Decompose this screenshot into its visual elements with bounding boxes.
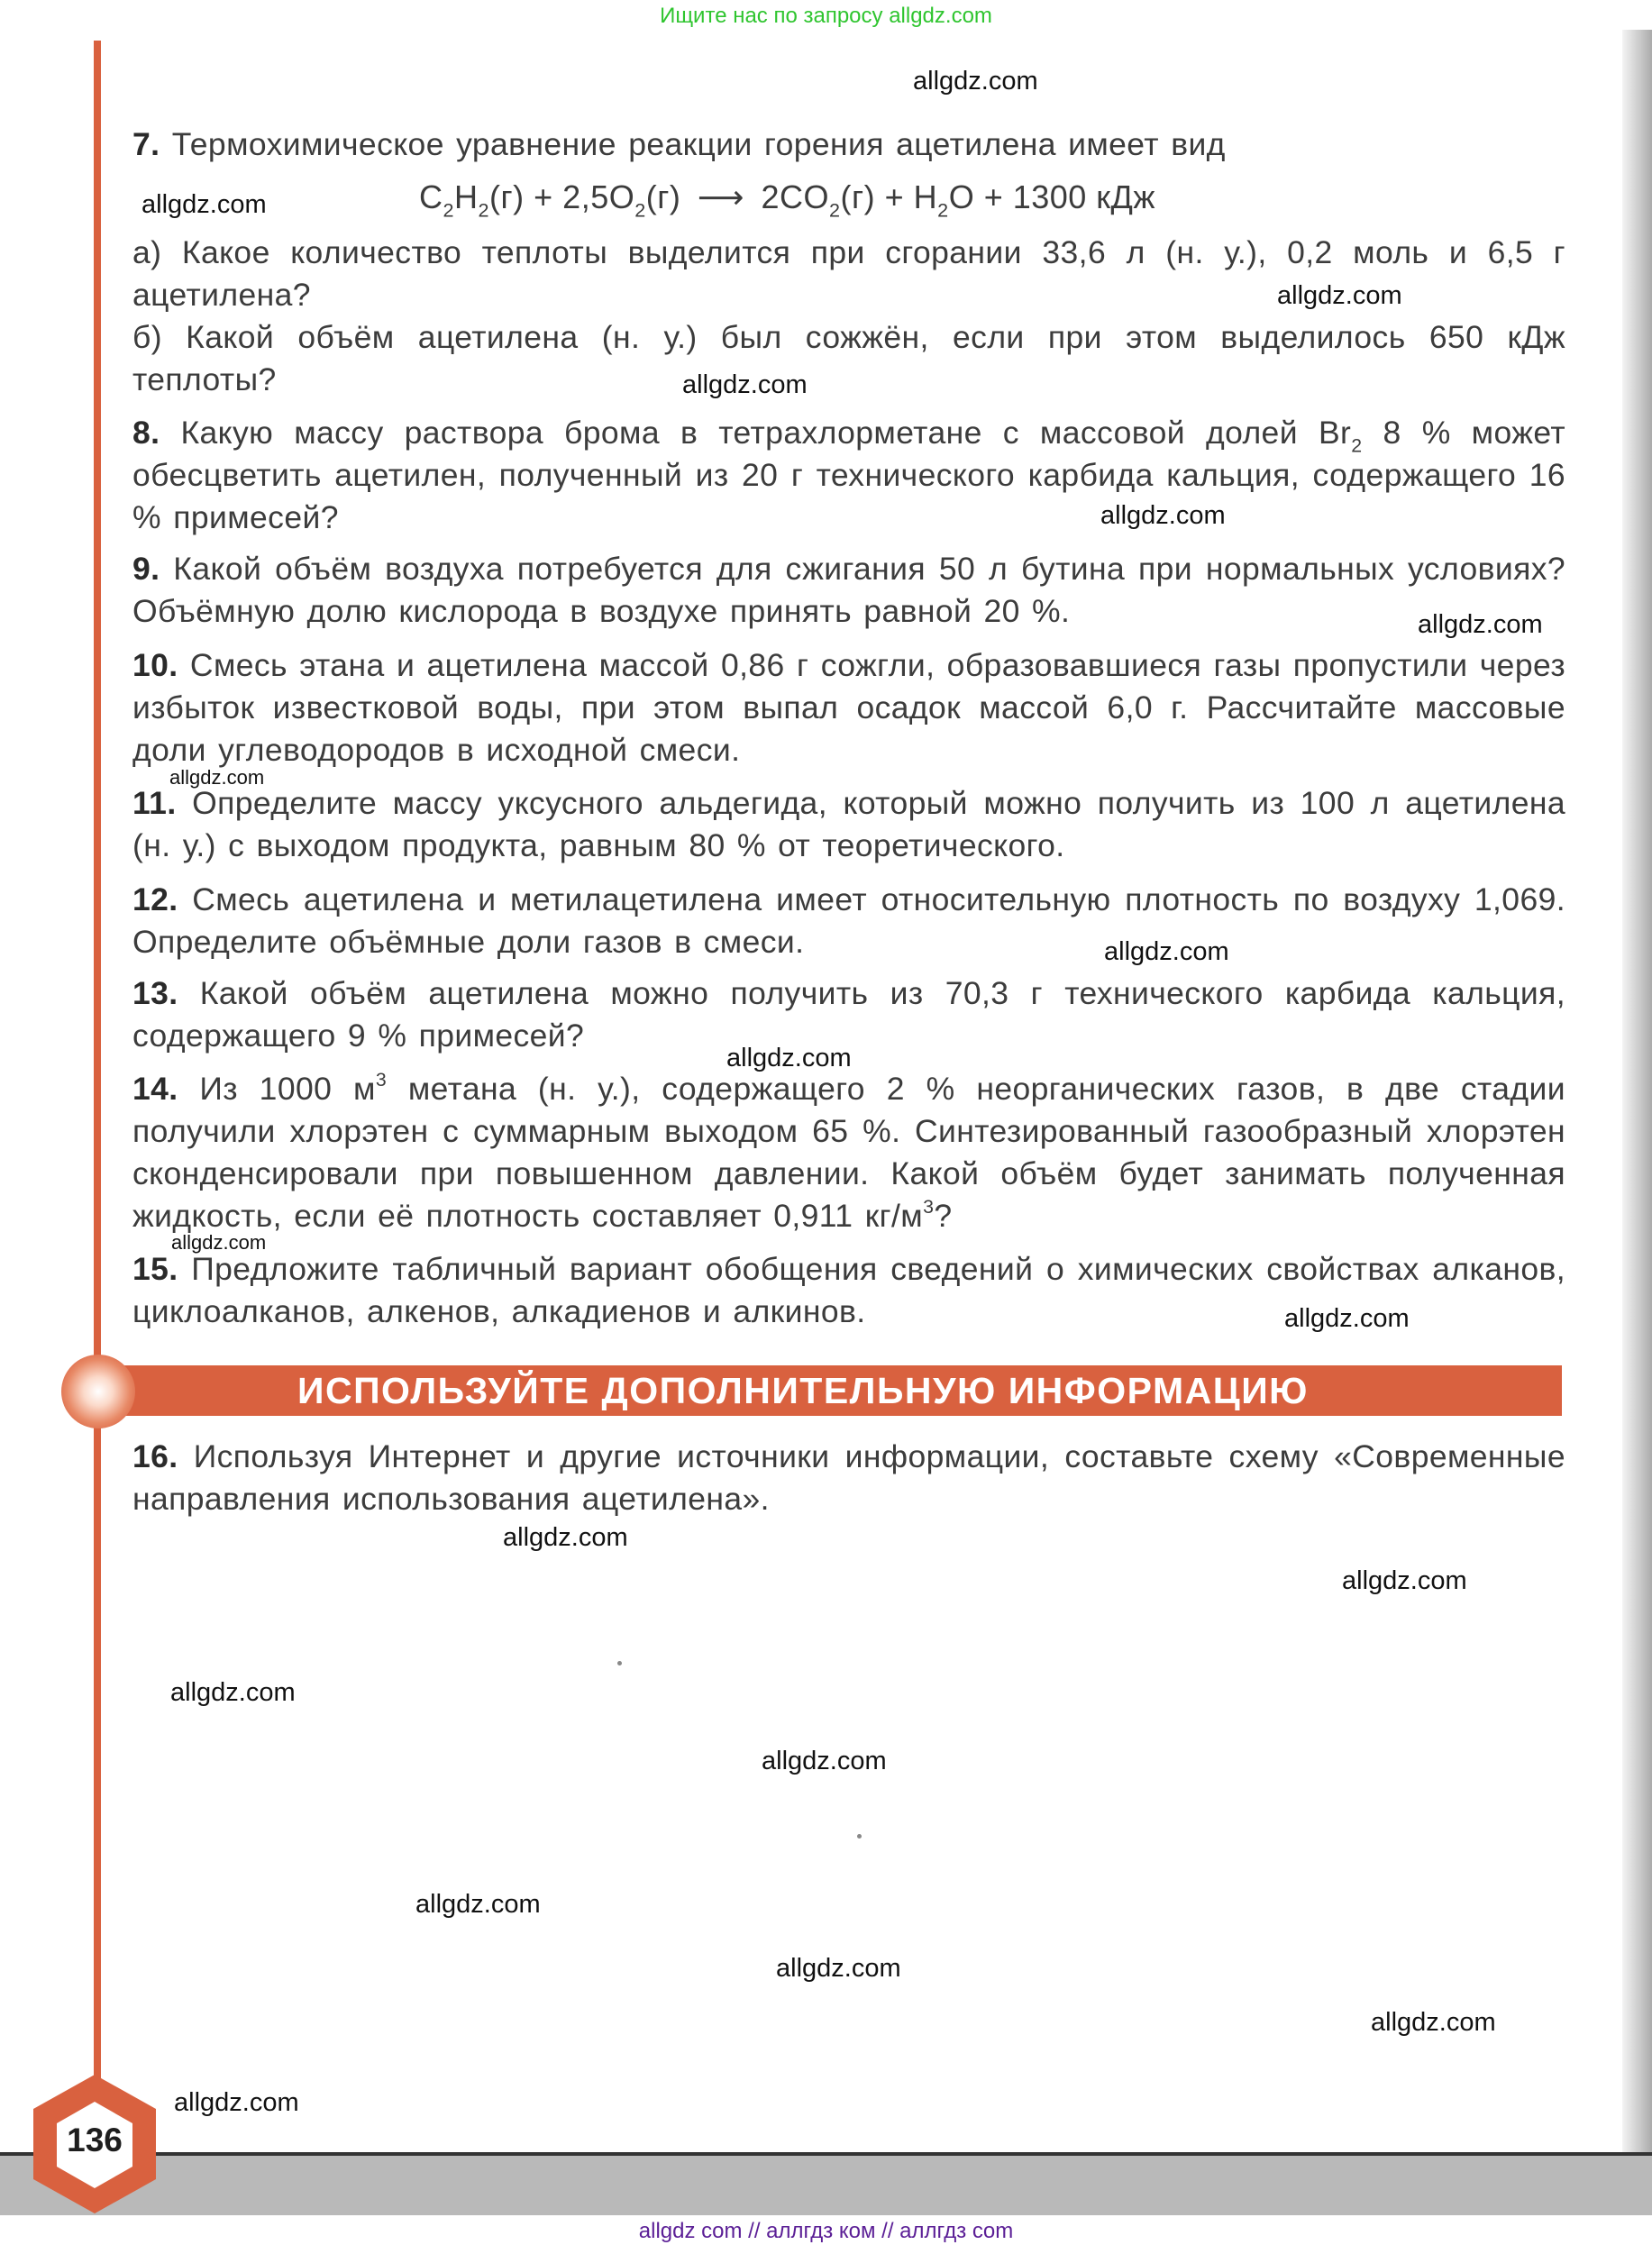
watermark: allgdz.com xyxy=(141,190,267,219)
watermark: allgdz.com xyxy=(1100,501,1226,530)
watermark: allgdz.com xyxy=(174,2088,299,2117)
watermark: allgdz.com xyxy=(415,1890,541,1919)
watermark: allgdz.com xyxy=(1342,1566,1467,1595)
margin-accent-line xyxy=(94,41,101,2086)
problem-7-part-b: б) Какой объём ацетилена (н. у.) был сожжён, если при этом выделилось 650 кДж теплоты? xyxy=(132,319,1565,397)
problem-text: Термохимическое уравнение реакции горения ацетилена имеет вид xyxy=(171,126,1226,162)
problem-number: 15. xyxy=(132,1251,178,1287)
watermark: allgdz.com xyxy=(1284,1304,1410,1333)
problem-text: Определите массу уксусного альдегида, который можно получить из 100 л ацетилена (н. у.) с выходом продукта, равным 80 % от теоретического. xyxy=(132,785,1565,863)
problem-number: 12. xyxy=(132,881,178,917)
scan-speck xyxy=(617,1661,622,1665)
thermochemical-equation: $C_2H_2(г) + 2,5O_2(г)$ ⟶ $2CO_2(г) + H_2O + 1300$ кДж xyxy=(419,178,1156,222)
problem-16 xyxy=(132,1436,1565,1520)
problem-7 xyxy=(132,123,1565,166)
banner-bullet-icon xyxy=(61,1355,135,1428)
footer-watermark: allgdz com // аллгдз ком // аллгдз com xyxy=(638,2219,1014,2243)
problem-12 xyxy=(132,879,1565,963)
problem-number: 10. xyxy=(132,647,178,683)
watermark: allgdz.com xyxy=(1371,2008,1496,2037)
watermark: allgdz.com xyxy=(1418,610,1543,639)
watermark: allgdz.com xyxy=(171,1231,267,1254)
problem-number: 11. xyxy=(132,785,177,821)
watermark: allgdz.com xyxy=(170,1678,296,1707)
problem-9 xyxy=(132,548,1565,633)
problem-14: 14. Из 1000 $м^3$ метана (н. у.), содержащего 2 % неорганических газов, в две стадии получили хлорэтен с суммарным выходом 65 %. Синтезированный газообразный хлорэтен сконденсировали при повышенном давлении. Какой объём будет занимать полученная жидкость, если её плотность составляет 0,911 $кг/м^3$? xyxy=(132,1069,1566,1234)
problem-number: 9. xyxy=(132,551,160,587)
page-binding-shadow xyxy=(1622,30,1652,2211)
page-bottom-band xyxy=(0,2152,1652,2215)
problem-10 xyxy=(132,644,1565,771)
watermark: allgdz.com xyxy=(1104,937,1229,966)
search-hint-banner: Ищите нас по запросу allgdz.com xyxy=(660,4,992,28)
problem-number: 14. xyxy=(132,1071,178,1107)
problem-text: Используя Интернет и другие источники информации, составьте схему «Современные направления использования ацетилена». xyxy=(132,1438,1565,1517)
watermark: allgdz.com xyxy=(503,1523,628,1552)
watermark: allgdz.com xyxy=(682,370,808,399)
problem-text: Какой объём воздуха потребуется для сжигания 50 л бутина при нормальных условиях? Объёмную долю кислорода в воздухе принять равной 20 %. xyxy=(132,551,1566,629)
problem-number: 13. xyxy=(132,975,178,1011)
problem-text: Какой объём ацетилена можно получить из 70,3 г технического карбида кальция, содержащего 9 % примесей? xyxy=(132,975,1565,1054)
watermark: allgdz.com xyxy=(169,766,265,789)
watermark: allgdz.com xyxy=(776,1954,901,1983)
problem-text: Смесь этана и ацетилена массой 0,86 г сожгли, образовавшиеся газы пропустили через избыток известковой воды, при этом выпал осадок массой 6,0 г. Рассчитайте массовые доли углеводородов в исходной смеси. xyxy=(132,647,1565,768)
section-title: ИСПОЛЬЗУЙТЕ ДОПОЛНИТЕЛЬНУЮ ИНФОРМАЦИЮ xyxy=(297,1370,1309,1411)
page-number: 136 xyxy=(67,2122,123,2158)
problem-number: 8. xyxy=(132,415,160,451)
watermark: allgdz.com xyxy=(762,1747,887,1775)
problem-11 xyxy=(132,782,1565,867)
problem-text: Смесь ацетилена и метилацетилена имеет относительную плотность по воздуху 1,069. Определите объёмные доли газов в смеси. xyxy=(132,881,1565,960)
reaction-arrow-icon: ⟶ xyxy=(697,178,744,215)
problem-number: 7. xyxy=(132,126,160,162)
problem-7-part-a: а) Какое количество теплоты выделится при сгорании 33,6 л (н. у.), 0,2 моль и 6,5 г ацетилена? xyxy=(132,234,1565,313)
problem-text: Предложите табличный вариант обобщения сведений о химических свойствах алканов, циклоалканов, алкенов, алкадиенов и алкинов. xyxy=(132,1251,1566,1329)
watermark: allgdz.com xyxy=(1277,281,1402,310)
scan-speck xyxy=(857,1834,862,1839)
watermark: allgdz.com xyxy=(913,67,1038,96)
watermark: allgdz.com xyxy=(726,1044,852,1072)
problem-number: 16. xyxy=(132,1438,178,1474)
problem-8: 8. Какую массу раствора брома в тетрахлорметане с массовой долей $Br_2$ 8 % может обесцветить ацетилен, полученный из 20 г технического карбида кальция, содержащего 16 % примесей? xyxy=(132,415,1566,535)
